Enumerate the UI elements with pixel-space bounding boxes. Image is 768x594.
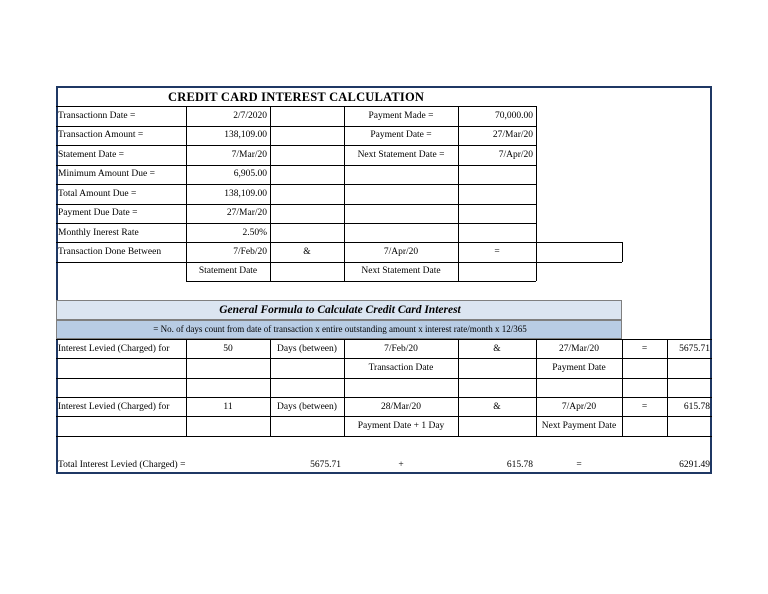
label-payment-date: Payment Date = xyxy=(370,130,432,140)
formula-heading-band xyxy=(56,300,622,320)
label-total-amount-due: Total Amount Due = xyxy=(58,189,137,199)
sheet-title: CREDIT CARD INTEREST CALCULATION xyxy=(168,90,425,104)
interest2-amount[interactable]: 615.78 xyxy=(683,402,710,412)
interest2-equals: = xyxy=(641,402,648,412)
interest1-days-label: Days (between) xyxy=(277,344,337,354)
interest1-days[interactable]: 50 xyxy=(223,344,233,354)
total-sum[interactable]: 6291.49 xyxy=(679,460,710,470)
value-payment-made[interactable]: 70,000.00 xyxy=(495,111,533,121)
label-monthly-interest-rate: Monthly Inerest Rate xyxy=(58,228,139,238)
formula-heading: General Formula to Calculate Credit Card Interest xyxy=(219,304,461,316)
caption-transaction-date: Transaction Date xyxy=(368,363,434,373)
label-transaction-amount: Transaction Amount = xyxy=(58,130,144,140)
label-minimum-amount-due: Minimum Amount Due = xyxy=(58,169,155,179)
label-interest-levied-1: Interest Levied (Charged) for xyxy=(58,344,170,354)
formula-text: = No. of days count from date of transaction x entire outstanding amount x interest rate/month x 12/365 xyxy=(153,324,527,334)
caption-next-statement-date: Next Statement Date xyxy=(361,266,441,276)
interest2-to-date[interactable]: 7/Apr/20 xyxy=(561,402,597,412)
value-next-statement-date[interactable]: 7/Apr/20 xyxy=(498,150,533,160)
value-statement-date[interactable]: 7/Mar/20 xyxy=(231,150,267,160)
total-equals: = xyxy=(576,460,582,470)
interest1-to-date[interactable]: 27/Mar/20 xyxy=(558,344,600,354)
total-part-b[interactable]: 615.78 xyxy=(506,460,533,470)
value-transaction-amount[interactable]: 138,109.00 xyxy=(224,130,267,140)
value-minimum-amount-due[interactable]: 6,905.00 xyxy=(233,169,267,179)
between-from-date[interactable]: 7/Feb/20 xyxy=(233,247,267,257)
between-ampersand: & xyxy=(303,247,311,257)
caption-payment-date-plus-1: Payment Date + 1 Day xyxy=(357,421,445,431)
interest2-ampersand: & xyxy=(493,402,501,412)
formula-text-band xyxy=(56,320,622,339)
total-plus: + xyxy=(398,460,404,470)
caption-next-payment-date: Next Payment Date xyxy=(541,421,617,431)
interest2-days[interactable]: 11 xyxy=(223,402,233,412)
interest2-days-label: Days (between) xyxy=(277,402,337,412)
between-to-date[interactable]: 7/Apr/20 xyxy=(383,247,419,257)
label-payment-due-date: Payment Due Date = xyxy=(58,208,138,218)
interest1-equals: = xyxy=(641,344,648,354)
label-interest-levied-2: Interest Levied (Charged) for xyxy=(58,402,170,412)
caption-payment-date: Payment Date xyxy=(552,363,606,373)
value-payment-due-date[interactable]: 27/Mar/20 xyxy=(226,208,267,218)
label-next-statement-date: Next Statement Date = xyxy=(357,150,445,160)
interest1-from-date[interactable]: 7/Feb/20 xyxy=(384,344,418,354)
interest1-ampersand: & xyxy=(493,344,501,354)
value-transaction-date[interactable]: 2/7/2020 xyxy=(233,111,267,121)
between-equals: = xyxy=(494,247,500,257)
value-total-amount-due[interactable]: 138,109.00 xyxy=(224,189,267,199)
interest2-from-date[interactable]: 28/Mar/20 xyxy=(380,402,422,412)
total-part-a[interactable]: 5675.71 xyxy=(310,460,341,470)
label-payment-made: Payment Made = xyxy=(368,111,434,121)
label-transaction-date: Transactionn Date = xyxy=(58,111,136,121)
caption-statement-date: Statement Date xyxy=(198,266,258,276)
label-total-interest: Total Interest Levied (Charged) = xyxy=(58,460,186,470)
value-monthly-interest-rate[interactable]: 2.50% xyxy=(242,228,267,238)
value-payment-date[interactable]: 27/Mar/20 xyxy=(492,130,533,140)
label-transaction-done-between: Transaction Done Between xyxy=(58,247,162,257)
interest1-amount[interactable]: 5675.71 xyxy=(679,344,710,354)
label-statement-date: Statement Date = xyxy=(58,150,125,160)
